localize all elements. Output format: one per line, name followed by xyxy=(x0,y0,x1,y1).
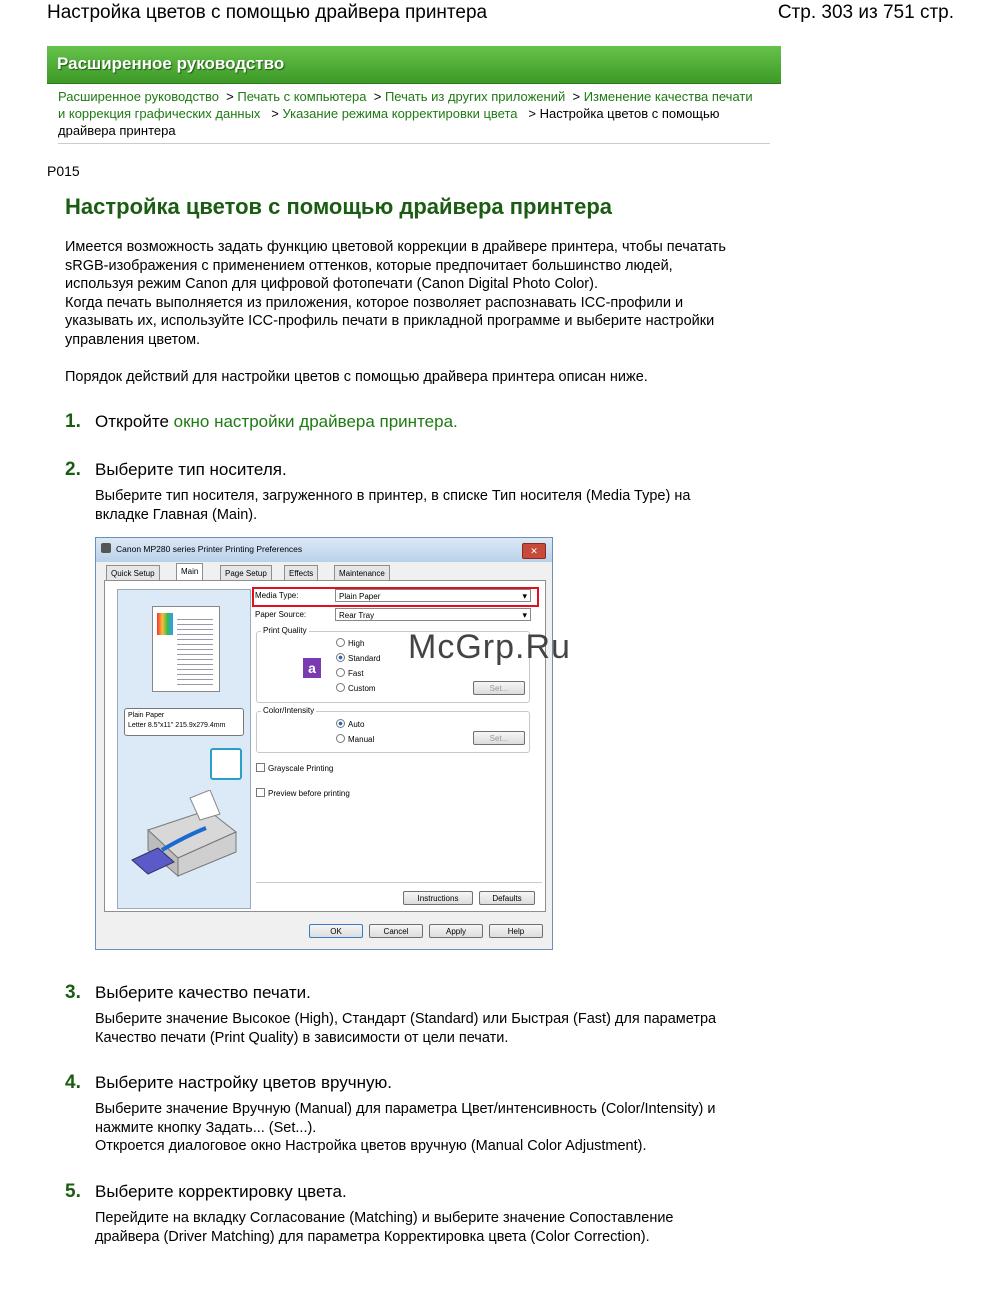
step-body xyxy=(95,1100,755,1156)
quality-standard-radio[interactable] xyxy=(336,653,380,663)
paper-preview-icon xyxy=(152,606,220,692)
paper-source-label: Paper Source: xyxy=(255,610,307,619)
color-set-button[interactable]: Set... xyxy=(473,731,525,745)
defaults-button[interactable]: Defaults xyxy=(479,891,535,905)
breadcrumb-link[interactable]: Изменение качества печати и коррекция графических данных xyxy=(58,89,753,121)
print-quality-label: Print Quality xyxy=(263,626,307,635)
breadcrumb-link[interactable]: Печать из других приложений xyxy=(384,89,566,104)
step-line: Откроется диалоговое окно Настройка цветов вручную (Manual Color Adjustment). xyxy=(95,1138,647,1154)
intro-line: Имеется возможность задать функцию цветовой коррекции в драйвере принтера, чтобы печатать xyxy=(65,239,726,255)
breadcrumb-link[interactable]: Расширенное руководство xyxy=(58,89,219,104)
intro-line: указывать их, используйте ICC-профиль печати в прикладной программе и выберите настройки xyxy=(65,313,715,329)
radio-label: Auto xyxy=(348,720,365,729)
step-body xyxy=(95,487,755,524)
grayscale-checkbox[interactable] xyxy=(256,763,333,773)
ok-button[interactable]: OK xyxy=(309,924,363,938)
banner-label: Расширенное руководство xyxy=(57,54,285,73)
tab-main[interactable]: Main xyxy=(176,563,203,581)
breadcrumb-separator: > xyxy=(370,89,385,104)
help-button[interactable]: Help xyxy=(489,924,543,938)
step-line: вкладке Главная (Main). xyxy=(95,506,258,523)
step-title: Выберите настройку цветов вручную. xyxy=(95,1073,392,1092)
step-body xyxy=(95,1209,755,1246)
step-title: Выберите качество печати. xyxy=(95,983,311,1002)
paper-source-select[interactable]: Rear Tray ▾ xyxy=(335,608,531,621)
printer-preferences-dialog xyxy=(95,537,553,950)
procedure-text: Порядок действий для настройки цветов с помощью драйвера принтера описан ниже. xyxy=(65,369,648,385)
media-type-highlight xyxy=(252,587,539,607)
radio-label: Custom xyxy=(348,684,376,693)
step-line: нажмите кнопку Задать... (Set...). xyxy=(95,1119,317,1136)
radio-label: Standard xyxy=(348,654,381,663)
quality-set-button[interactable]: Set... xyxy=(473,681,525,695)
step-title-text: Откройте xyxy=(95,412,174,431)
breadcrumb-link[interactable]: Печать с компьютера xyxy=(237,89,367,104)
step-line: Перейдите на вкладку Согласование (Matching) и выберите значение Сопоставление xyxy=(95,1210,674,1226)
step-body xyxy=(95,1010,755,1047)
close-button[interactable]: ✕ xyxy=(522,543,546,559)
checkbox-label: Preview before printing xyxy=(268,789,350,798)
quality-custom-radio[interactable] xyxy=(336,683,376,693)
step-title: Выберите корректировку цвета. xyxy=(95,1182,347,1201)
step-number: 2. xyxy=(65,459,81,480)
page-number: Стр. 303 из 751 стр. xyxy=(777,2,954,23)
color-bars-icon xyxy=(157,613,173,635)
preview-pane xyxy=(117,589,251,909)
intro-line: используя режим Canon для цифровой фотопечати (Canon Digital Photo Color). xyxy=(65,276,598,292)
page-orientation-icon xyxy=(210,748,242,780)
paper-info-box xyxy=(124,708,244,736)
apply-button[interactable]: Apply xyxy=(429,924,483,938)
breadcrumb xyxy=(58,88,758,139)
text-lines-icon xyxy=(177,615,213,685)
dialog-title: Canon MP280 series Printer Printing Preferences xyxy=(116,544,303,554)
color-intensity-label: Color/Intensity xyxy=(263,706,315,715)
breadcrumb-current: Настройка цветов с помощью драйвера принтера xyxy=(58,106,720,138)
section-banner xyxy=(47,46,781,84)
divider xyxy=(256,882,542,883)
breadcrumb-separator: > xyxy=(521,106,540,121)
breadcrumb-separator: > xyxy=(222,89,238,104)
step-number: 5. xyxy=(65,1181,81,1202)
quality-letter-icon: a xyxy=(303,658,321,678)
page-title: Настройка цветов с помощью драйвера принтера xyxy=(65,194,612,219)
dialog-titlebar xyxy=(96,538,552,562)
intro-paragraph xyxy=(65,238,765,349)
paper-info-type: Plain Paper xyxy=(128,712,165,719)
radio-label: Fast xyxy=(348,669,364,678)
breadcrumb-separator: > xyxy=(568,89,584,104)
tab-maintenance[interactable]: Maintenance xyxy=(334,565,390,580)
quality-fast-radio[interactable] xyxy=(336,668,364,678)
checkbox-label: Grayscale Printing xyxy=(268,764,334,773)
printer-illustration-icon xyxy=(128,790,238,880)
radio-label: Manual xyxy=(348,735,375,744)
topic-code: P015 xyxy=(47,163,80,179)
color-manual-radio[interactable] xyxy=(336,734,374,744)
instructions-button[interactable]: Instructions xyxy=(403,891,473,905)
breadcrumb-separator: > xyxy=(264,106,283,121)
document-title: Настройка цветов с помощью драйвера принтера xyxy=(47,2,488,23)
color-auto-radio[interactable] xyxy=(336,719,364,729)
step-number: 3. xyxy=(65,982,81,1003)
step-line: Выберите значение Вручную (Manual) для параметра Цвет/интенсивность (Color/Intensity) и xyxy=(95,1101,716,1117)
preview-checkbox[interactable] xyxy=(256,788,350,798)
intro-line: управления цветом. xyxy=(65,331,201,348)
step-title: Выберите тип носителя. xyxy=(95,460,287,479)
tab-quick-setup[interactable]: Quick Setup xyxy=(106,565,160,580)
intro-line: Когда печать выполняется из приложения, которое позволяет распознавать ICC-профили и xyxy=(65,294,684,311)
tab-page-setup[interactable]: Page Setup xyxy=(220,565,272,580)
driver-settings-link[interactable]: окно настройки драйвера принтера. xyxy=(173,412,458,431)
step-number: 1. xyxy=(65,411,81,432)
tab-effects[interactable]: Effects xyxy=(284,565,318,580)
step-line: Выберите значение Высокое (High), Стандарт (Standard) или Быстрая (Fast) для параметра xyxy=(95,1011,717,1027)
watermark: McGrp.Ru xyxy=(408,628,571,666)
cancel-button[interactable]: Cancel xyxy=(369,924,423,938)
media-type-select[interactable]: Plain Paper ▾ xyxy=(335,589,531,602)
paper-info-size: Letter 8.5"x11" 215.9x279.4mm xyxy=(128,722,226,729)
step-title xyxy=(95,412,458,432)
step-line: Качество печати (Print Quality) в зависимости от цели печати. xyxy=(95,1029,509,1046)
step-line: драйвера (Driver Matching) для параметра Корректировка цвета (Color Correction). xyxy=(95,1228,650,1245)
printer-icon xyxy=(101,543,111,553)
divider xyxy=(58,143,770,144)
breadcrumb-link[interactable]: Указание режима корректировки цвета xyxy=(282,106,518,121)
media-type-label: Media Type: xyxy=(255,591,299,600)
quality-high-radio[interactable] xyxy=(336,638,364,648)
step-number: 4. xyxy=(65,1072,81,1093)
intro-line: sRGB-изображения с применением оттенков, которые предпочитает большинство людей, xyxy=(65,257,673,274)
radio-label: High xyxy=(348,639,365,648)
step-line: Выберите тип носителя, загруженного в принтер, в списке Тип носителя (Media Type) на xyxy=(95,488,691,504)
